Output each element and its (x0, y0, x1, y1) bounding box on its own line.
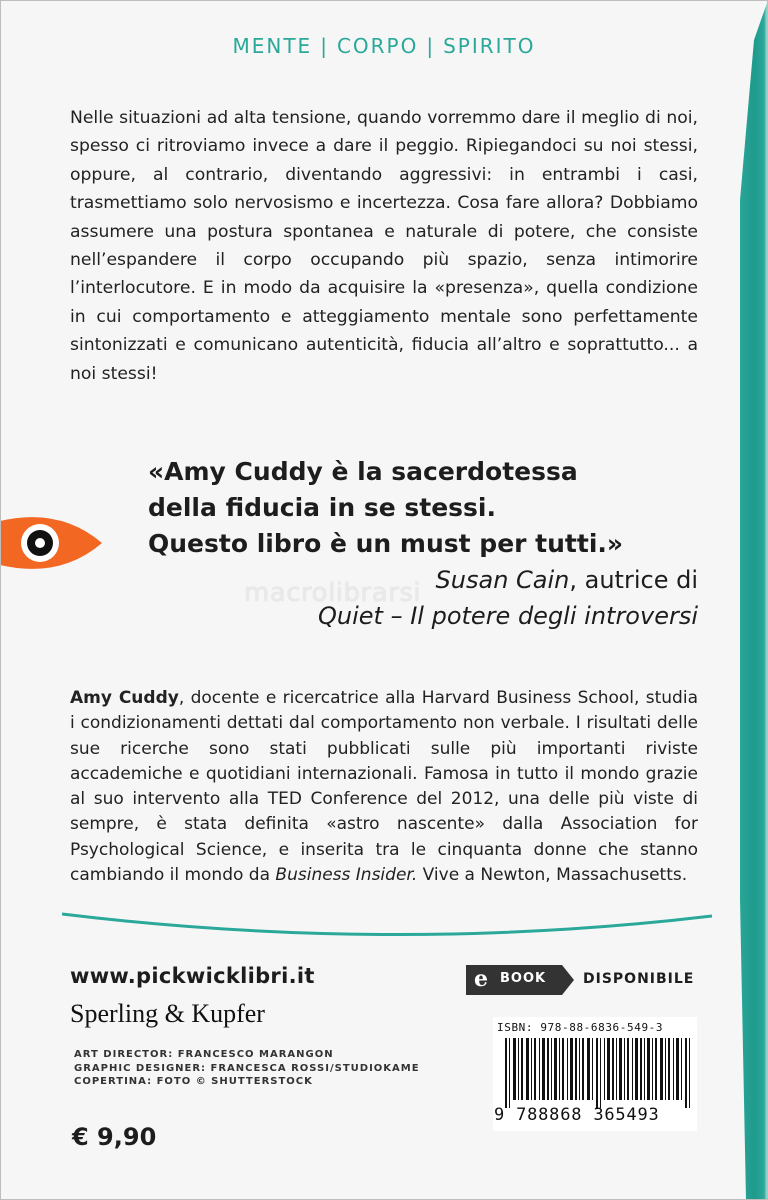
quote-line: della fiducia in se stessi. (148, 493, 496, 522)
credit-line: GRAPHIC DESIGNER: FRANCESCA ROSSI/STUDIOKAME (74, 1062, 420, 1074)
ebook-label: BOOK (500, 971, 547, 986)
credit-line: ART DIRECTOR: FRANCESCO MARANGON (74, 1049, 334, 1060)
attribution-role: , autrice di (569, 566, 698, 594)
book-blurb: Nelle situazioni ad alta tensione, quando vorremmo dare il meglio di noi, spesso ci ritroviamo invece a dare il peggio. Ripiegandoci su noi stessi, oppure, al contrario, diventando aggressivi: in entrambi i casi, trasmettiamo solo nervosismo e incertezza. Cosa fare allora? Dobbiamo assumere una postura spontanea e naturale di potere, che consiste nell’espandere il corpo occupando più spazio, senza intimorire l’interlocutore. E in modo da acquisire la «presenza», quella condizione in cui comportamento e atteggiamento mentale sono perfettamente sintonizzati e comunicano autenticità, fiducia all’altro e soprattutto... a noi stessi! (70, 108, 698, 384)
bio-magazine: Business Insider. (275, 865, 418, 886)
quote-attribution (318, 562, 698, 634)
isbn-text: ISBN: 978-88-6836-549-3 (497, 1021, 664, 1034)
barcode-number: 9 788868 365493 (494, 1105, 660, 1125)
author-name: Amy Cuddy (70, 688, 179, 708)
quote-line: Questo libro è un must per tutti.» (148, 529, 624, 558)
testimonial-quote (148, 454, 698, 562)
category-spirito: SPIRITO (443, 34, 536, 58)
price-label: € 9,90 (72, 1123, 157, 1151)
credit-line: COPERTINA: FOTO © SHUTTERSTOCK (74, 1076, 313, 1088)
publisher-website[interactable]: www.pickwicklibri.it (70, 964, 315, 988)
attribution-name: Susan Cain (435, 566, 570, 594)
credits-block (74, 1048, 420, 1089)
ebook-availability: DISPONIBILE (583, 971, 695, 987)
watermark-text: macrolibrarsi (244, 578, 422, 608)
eye-icon (0, 513, 102, 573)
publisher-logo: Sperling & Kupfer (70, 999, 265, 1028)
author-bio (70, 686, 698, 888)
category-header (0, 34, 768, 58)
bio-text-end: Vive a Newton, Massachusetts. (417, 865, 688, 886)
ebook-letter: e (474, 966, 488, 992)
category-separator: | (320, 34, 329, 58)
category-corpo: CORPO (336, 34, 419, 58)
attribution-book-title: Quiet – Il potere degli introversi (318, 602, 698, 630)
category-separator: | (426, 34, 436, 58)
decorative-wave-divider (62, 906, 712, 946)
category-mente: MENTE (232, 34, 313, 58)
barcode-icon (505, 1038, 695, 1108)
bio-text: , docente e ricercatrice alla Harvard Business School, studia i condizionamenti dettati dal comportamento non verbale. I risultati delle sue ricerche sono stati pubblicati sulle più importanti riviste accademiche e quotidiani internazionali. Famosa in tutto il mondo grazie al suo intervento alla TED Conference del 2012, una delle più viste di sempre, è stata definita «astro nascente» dalla Association for Psychological Science, e inserita tra le cinquanta donne che stanno cambiando il mondo da (70, 688, 698, 886)
quote-line: «Amy Cuddy è la sacerdotessa (148, 457, 578, 486)
